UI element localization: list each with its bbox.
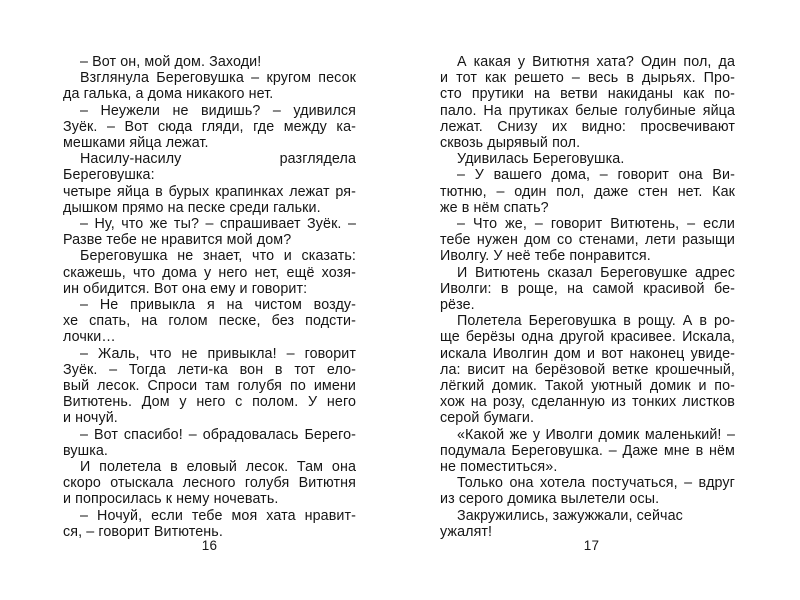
text-line: Полетела Береговушка в рощу. А в ро-	[457, 313, 735, 330]
text-line: Взглянула Береговушка – кругом песок	[80, 70, 356, 87]
text-line: «Какой же у Иволги домик маленький! –	[457, 426, 735, 443]
paragraph	[440, 151, 735, 167]
text-line: – Не привыкла я на чистом возду-	[80, 297, 356, 314]
text-line: Только она хотела постучаться, – вдруг	[457, 475, 735, 492]
text-line: и тот как решето – весь в дырьях. Про-	[440, 70, 735, 87]
paragraph	[63, 248, 356, 297]
text-line: И полетела в еловый лесок. Там она	[80, 459, 356, 476]
text-line: подумала Береговушка. – Даже мне в нём	[440, 442, 735, 459]
text-line: – Жаль, что не привыкла! – говорит	[80, 345, 356, 362]
text-line: скажешь, что дома у него нет, ещё хозя-	[63, 264, 356, 281]
text-line: искала Иволгин дом и вот наконец увиде-	[440, 345, 735, 362]
text-line: и ночуй.	[63, 410, 118, 427]
text-line: – У вашего дома, – говорит она Ви-	[457, 167, 735, 184]
paragraph	[63, 508, 356, 540]
text-line: Береговушка не знает, что и сказать:	[80, 248, 356, 265]
text-line: – Ночуй, если тебе моя хата нравит-	[80, 507, 356, 524]
text-line: вый лесок. Спроси там голубя по имени	[63, 378, 356, 395]
text-line: же в нём спать?	[440, 199, 549, 216]
paragraph	[440, 427, 735, 476]
text-line: Иволги: в роще, на самой красивой бе-	[440, 280, 735, 297]
text-line: лочки…	[63, 329, 116, 346]
text-line: дышком прямо на песке среди гальки.	[63, 199, 321, 216]
page-left-number: 16	[201, 538, 218, 553]
text-line: ще берёзы одна другой красивее. Искала,	[440, 329, 735, 346]
text-line: – Вот он, мой дом. Заходи!	[80, 54, 262, 70]
text-line: скоро отыскала лесного голубя Витютня	[63, 475, 356, 492]
text-line: ла: висит на берёзовой ветке крошечный,	[440, 361, 735, 378]
text-line: Иволгу. У неё тебе понравится.	[440, 248, 651, 265]
text-line: Зуёк. – Вот сюда гляди, где между ка-	[63, 118, 356, 135]
page-right-number: 17	[583, 538, 600, 553]
text-line: четыре яйца в бурых крапинках лежат ря-	[63, 183, 356, 200]
text-line: мешками яйца лежат.	[63, 135, 209, 152]
text-line: Зуёк. – Тогда лети-ка вон в тот ело-	[63, 361, 356, 378]
text-line: – Вот спасибо! – обрадовалась Берего-	[80, 426, 356, 443]
text-line: ся, – говорит Витютень.	[63, 523, 223, 540]
paragraph	[63, 427, 356, 459]
text-line: сквозь дырявый пол.	[440, 135, 581, 152]
paragraph	[440, 265, 735, 314]
text-line: хе спать, на голом песке, без подсти-	[63, 313, 356, 330]
text-line: да галька, а дома никакого нет.	[63, 86, 274, 103]
text-line: пало. На прутиках белые голубиные яйца	[440, 102, 735, 119]
text-line: серой бумаги.	[440, 410, 535, 427]
paragraph	[63, 346, 356, 427]
text-line: Закружились, зажужжали, сейчас ужалят!	[440, 507, 683, 540]
paragraph	[63, 216, 356, 248]
page-left-text	[63, 54, 356, 540]
text-line: не поместиться».	[440, 459, 558, 476]
text-line: лёгкий домик. Такой уютный домик и по-	[440, 378, 735, 395]
text-line: – Что же, – говорит Витютень, – если	[457, 216, 735, 233]
text-line: вушка.	[63, 442, 108, 459]
paragraph	[63, 103, 356, 152]
text-line: Витютень. Дом у него с полом. У него	[63, 394, 356, 411]
text-line: тютню, – один пол, даже стен нет. Как	[440, 183, 735, 200]
text-line: Разве тебе не нравится мой дом?	[63, 232, 292, 249]
paragraph	[440, 54, 735, 151]
text-line: и попросилась к нему ночевать.	[63, 491, 279, 508]
paragraph	[440, 167, 735, 216]
text-line: сто прутики на ветви накиданы как по-	[440, 86, 735, 103]
text-line: лежат. Снизу их видно: просвечивают	[440, 118, 735, 135]
text-line: – Неужели не видишь? – удивился	[80, 102, 356, 119]
text-line: тебе нужен дом со стенами, лети разыщи	[440, 232, 735, 249]
text-line: Насилу-насилу разглядела Береговушка:	[63, 151, 356, 184]
paragraph	[63, 297, 356, 346]
paragraph	[440, 475, 735, 507]
text-line: из серого домика вылетели осы.	[440, 491, 660, 508]
paragraph	[63, 459, 356, 508]
text-line: И Витютень сказал Береговушке адрес	[457, 264, 735, 281]
paragraph	[63, 54, 356, 70]
paragraph	[440, 508, 735, 540]
paragraph	[440, 216, 735, 265]
paragraph	[440, 313, 735, 426]
paragraph	[63, 70, 356, 102]
text-line: Удивилась Береговушка.	[457, 151, 625, 168]
text-line: – Ну, что же ты? – спрашивает Зуёк. –	[80, 216, 356, 233]
text-line: рёзе.	[440, 297, 475, 314]
page-right-text	[440, 54, 735, 540]
text-line: хож на розу, сделанную из тонких листков	[440, 394, 735, 411]
text-line: ин обидится. Вот она ему и говорит:	[63, 280, 308, 297]
text-line: А какая у Витютня хата? Один пол, да	[457, 54, 735, 70]
paragraph	[63, 151, 356, 216]
